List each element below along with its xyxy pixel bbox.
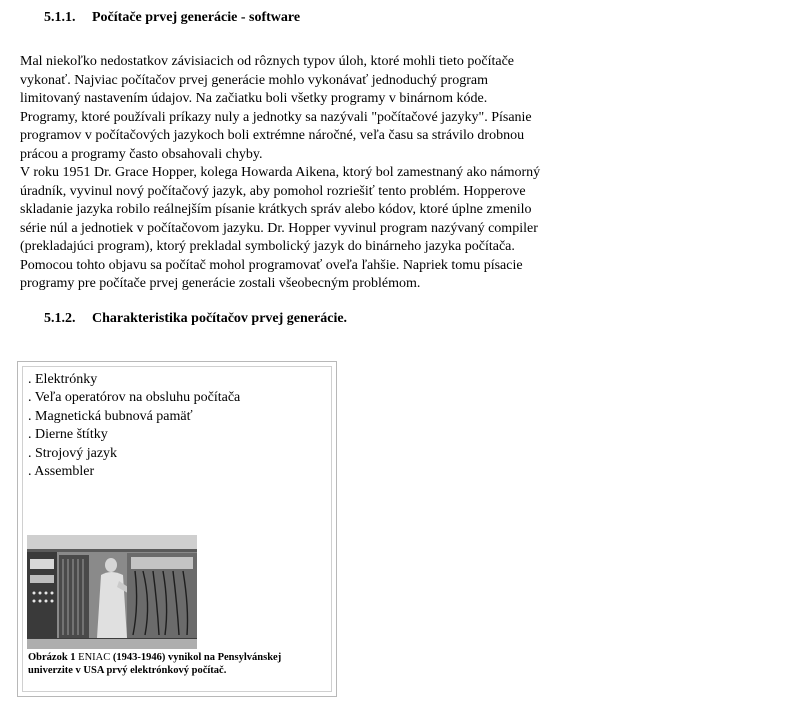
paragraph-line: programov v počítačových jazykoch boli extrémne náročné, veľa času sa strávilo drobnou bbox=[20, 128, 525, 143]
list-item: . Dierne štítky bbox=[28, 427, 108, 443]
caption-rest: (1943-1946) vynikol na Pensylvánskej bbox=[112, 652, 282, 663]
list-item: . Assembler bbox=[28, 464, 95, 480]
characteristics-box bbox=[17, 361, 337, 697]
paragraph-line: V roku 1951 Dr. Grace Hopper, kolega Howarda Aikena, ktorý bol zamestnaný ako námorný bbox=[20, 165, 541, 180]
paragraph-line: série núl a jednotiek v počítačovom jazyku. Dr. Hopper vyvinul program nazývaný compiler bbox=[20, 220, 538, 236]
paragraph-line: (prekladajúci program), ktorý prekladal symbolický jazyk do binárneho jazyka počítača. bbox=[20, 239, 515, 254]
paragraph-line: Programy, ktoré používali príkazy nuly a jednotky sa nazývali "počítačové jazyky". Písanie bbox=[20, 109, 532, 125]
caption-line: univerzite v USA prvý elektrónkový počítač. bbox=[28, 665, 227, 676]
figure-caption bbox=[28, 651, 328, 677]
paragraph-line: Pomocou tohto objavu sa počítač mohol programovať oveľa ľahšie. Napriek tomu písacie bbox=[20, 257, 523, 273]
eniac-photo bbox=[27, 535, 197, 649]
section-number: 5.1.2. bbox=[44, 311, 76, 326]
caption-figure-label: Obrázok 1 bbox=[28, 652, 76, 663]
list-item: . Veľa operatórov na obsluhu počítača bbox=[28, 390, 241, 406]
paragraph-line: programy pre počítače prvej generácie zostali všeobecným problémom. bbox=[20, 276, 421, 291]
paragraph-line: vykonať. Najviac počítačov prvej generácie mohlo vykonávať jednoduchý program bbox=[20, 72, 488, 88]
caption-line bbox=[28, 651, 328, 664]
paragraph-line: Mal niekoľko nedostatkov závisiacich od rôznych typov úloh, ktoré mohli tieto počítače bbox=[20, 54, 515, 69]
section-title: Charakteristika počítačov prvej generácie. bbox=[92, 311, 348, 326]
section-title: Počítače prvej generácie - software bbox=[92, 10, 301, 25]
section-number: 5.1.1. bbox=[44, 10, 76, 25]
characteristics-box-inner bbox=[22, 366, 332, 692]
caption-eniac: ENIAC bbox=[78, 652, 111, 663]
paragraph-line: limitovaný nastavením údajov. Na začiatku boli všetky programy v binárnom kóde. bbox=[20, 91, 488, 106]
section-heading-5-1-2 bbox=[44, 311, 347, 327]
list-item: . Elektrónky bbox=[28, 372, 98, 387]
paragraph-line: úradník, vyvinul nový počítačový jazyk, aby pomohol rozriešiť tento problém. Hopperove bbox=[20, 183, 526, 199]
body-paragraph bbox=[20, 53, 630, 294]
section-heading-5-1-1 bbox=[44, 10, 300, 26]
paragraph-line: prácou a programy často obsahovali chyby. bbox=[20, 146, 263, 162]
list-item: . Strojový jazyk bbox=[28, 445, 118, 461]
characteristics-list bbox=[28, 371, 240, 481]
list-item: . Magnetická bubnová pamäť bbox=[28, 408, 193, 424]
paragraph-line: skladanie jazyka robilo reálnejším písanie krátkych správ alebo kódov, ktoré úplne zmenilo bbox=[20, 202, 532, 217]
